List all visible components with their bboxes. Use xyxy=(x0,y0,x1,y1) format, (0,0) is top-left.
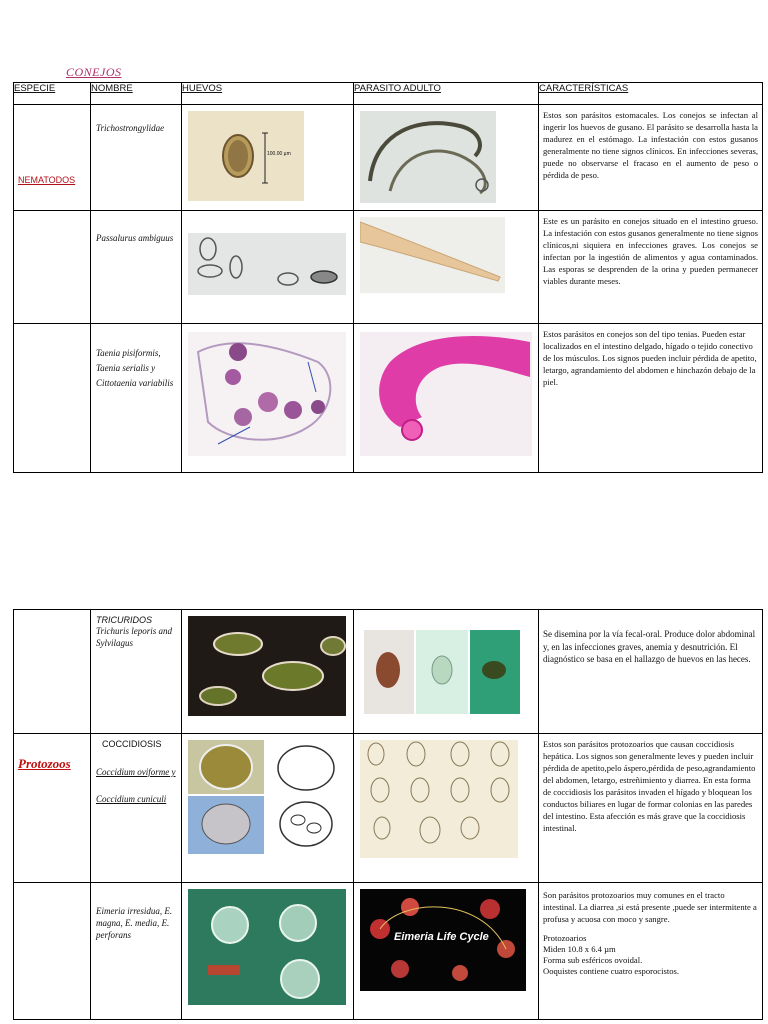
coccidium-stages-image xyxy=(360,740,518,858)
especie-cell xyxy=(14,105,91,211)
details-list xyxy=(539,925,762,977)
description: Son parásitos protozoarios muy comunes en el tracto intestinal. La diarrea ,si está presente ,puede ser intermitente a profusa y acuosa con moco y sangre. xyxy=(543,890,757,924)
description: Se disemina por la vía fecal-oral. Produce dolor abdominal y, en las infecciones graves, anemia y desnutrición. El diagnóstico se basa en el hallazgo de huevos en las heces. xyxy=(543,629,756,664)
passalurus-adult-image xyxy=(360,217,505,293)
header-caracteristicas: CARACTERÍSTICAS xyxy=(539,83,763,105)
detail-item: Miden 10.8 x 6.4 µm xyxy=(543,944,616,954)
taenia-adult-image xyxy=(360,332,532,456)
tricuridos-label: TRICURIDOS xyxy=(96,615,152,625)
detail-item: Protozoarios xyxy=(543,933,587,943)
coccidiosis-label: COCCIDIOSIS xyxy=(102,739,162,749)
table-row xyxy=(14,734,763,883)
species-name: Passalurus ambiguus xyxy=(96,233,174,243)
table-row xyxy=(14,610,763,734)
description: Estos parásitos en conejos son del tipo tenias. Pueden estar localizados en el intestino delgado, hígado o tejido conectivo de los músculos. Los signos pueden incluir pérdida de apetito, letargo, agrandamiento del abdomen e hinchazón debajo de la piel. xyxy=(543,329,757,387)
table-row xyxy=(14,211,763,324)
coccidium-egg-image xyxy=(188,740,346,854)
description: Este es un parásito en conejos situado en el intestino grueso. La infestación con estos gusanos generalmente no tiene signos clínicos,ni siquiera en infecciones graves. Los conejos se infectan por la ingestión de alimentos y agua contaminados. Las esporas se desprenden de la orina y pueden permanecer viables durante meses. xyxy=(543,216,758,286)
detail-item: Ooquistes contiene cuatro esporocistos. xyxy=(543,966,680,976)
description: Estos son parásitos estomacales. Los conejos se infectan al ingerir los huevos de gusano. El parásito se desarrolla hasta la madurez en el estómago. La infestación con estos gusanos generalmente no tiene signos clínicos. En infecciones severas, puede no observarse el fracaso en el aumento de peso o pérdida de peso. xyxy=(543,110,758,180)
trichostrongylidae-adult-image xyxy=(360,111,496,203)
category-nematodos: NEMATODOS xyxy=(18,175,76,185)
species-name: Trichostrongylidae xyxy=(96,123,165,133)
detail-item: Forma sub esféricos ovoidal. xyxy=(543,955,643,965)
species-name: Taenia pisiformis, Taenia serialis y Cittotaenia variabilis xyxy=(96,348,174,388)
tricuridos-protozoos-table xyxy=(13,609,763,1020)
category-protozoos: Protozoos xyxy=(18,756,71,771)
taenia-egg-image xyxy=(188,332,346,456)
section-title: CONEJOS xyxy=(66,65,122,79)
diagram-title: Eimeria Life Cycle xyxy=(394,931,489,943)
species-name: Coccidium oviforme y xyxy=(96,767,176,777)
header-adulto: PARASITO ADULTO xyxy=(354,83,539,105)
table-row xyxy=(14,883,763,1020)
table-row xyxy=(14,324,763,473)
species-name: Trichuris leporis and Sylvilagus xyxy=(96,626,173,648)
header-huevos: HUEVOS xyxy=(182,83,354,105)
table-row xyxy=(14,105,763,211)
description: Estos son parásitos protozoarios que causan coccidiosis hepática. Los signos son generalmente leves y pueden incluir pérdida de apetito,pelo áspero,pérdida de peso,agrandamiento del abdomen, letargo, estreñimiento y diarrea. En esta forma de coccidiosis los parásitos invaden el hígado y bloquean los conductos biliares en lugar de formar colonias en las paredes del intestino. Esta afección es más grave que la coccidiosis intestinal. xyxy=(543,739,756,833)
header-especie: ESPECIE xyxy=(14,83,91,105)
header-nombre: NOMBRE xyxy=(91,83,182,105)
species-name: Coccidium cuniculi xyxy=(96,794,167,804)
scale-label: 100.00 µm xyxy=(267,151,291,157)
species-name: Eimeria irresidua, E. magna, E. media, E. perforans xyxy=(96,906,173,940)
trichuris-adult-image xyxy=(360,616,526,720)
trichuris-egg-image xyxy=(188,616,346,716)
nematodos-table xyxy=(13,82,763,473)
eimeria-oocyst-image xyxy=(188,889,346,1005)
passalurus-egg-image xyxy=(188,233,346,295)
